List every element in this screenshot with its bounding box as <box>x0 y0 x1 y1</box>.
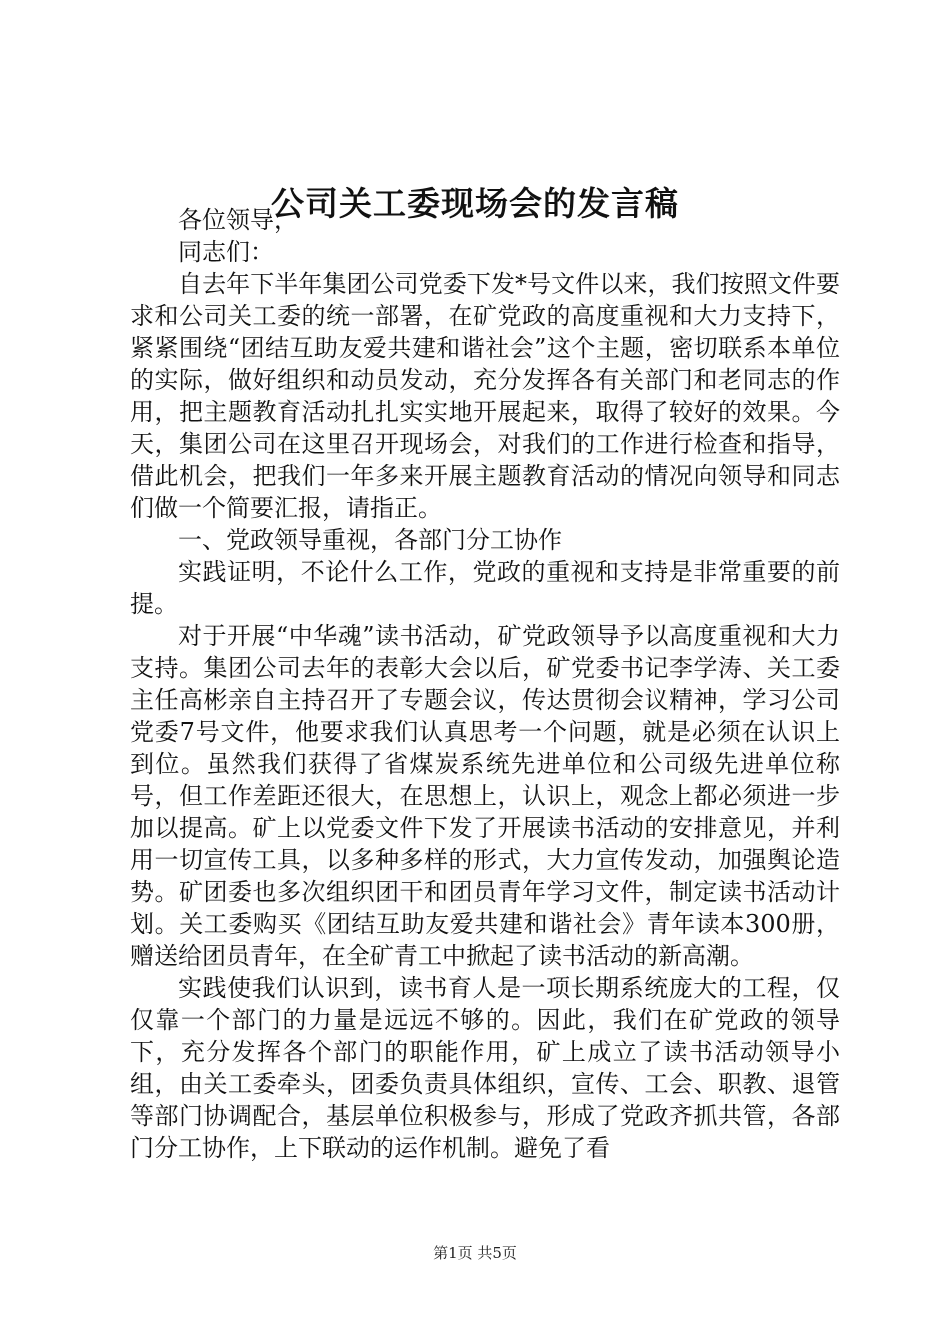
body-paragraph: 实践使我们认识到，读书育人是一项长期系统庞大的工程，仅仅靠一个部门的力量是远远不够的。因此，我们在矿党政的领导下，充分发挥各个部门的职能作用，矿上成立了读书活动领导小组，由关工委牵头，团委负责具体组织，宣传、工会、职教、退管等部门协调配合，基层单位积极参与，形成了党政齐抓共管，各部门分工协作，上下联动的运作机制。避免了看 <box>130 974 840 1162</box>
body-paragraph: 对于开展“中华魂”读书活动，矿党政领导予以高度重视和大力支持。集团公司去年的表彰大会以后，矿党委书记李学涛、关工委主任高彬亲自主持召开了专题会议，传达贯彻会议精神，学习公司党委7号文件，他要求我们认真思考一个问题，就是必须在认识上到位。虽然我们获得了省煤炭系统先进单位和公司级先进单位称号，但工作差距还很大，在思想上，认识上，观念上都必须进一步加以提高。矿上以党委文件下发了开展读书活动的安排意见，并利用一切宣传工具，以多种多样的形式，大力宣传发动，加强舆论造势。矿团委也多次组织团干和团员青年学习文件，制定读书活动计划。关工委购买《团结互助友爱共建和谐社会》青年读本300册，赠送给团员青年，在全矿青工中掀起了读书活动的新高潮。 <box>130 622 840 970</box>
document-body <box>130 204 840 1164</box>
salutation-comrades: 同志们： <box>178 238 274 266</box>
intro-paragraph: 自去年下半年集团公司党委下发*号文件以来，我们按照文件要求和公司关工委的统一部署，在矿党政的高度重视和大力支持下，紧紧围绕“团结互助友爱共建和谐社会”这个主题，密切联系本单位的实际，做好组织和动员发动，充分发挥各有关部门和老同志的作用，把主题教育活动扎扎实实地开展起来，取得了较好的效果。今天，集团公司在这里召开现场会，对我们的工作进行检查和指导，借此机会，把我们一年多来开展主题教育活动的情况向领导和同志们做一个简要汇报，请指正。 <box>130 270 840 522</box>
section-heading: 一、党政领导重视，各部门分工协作 <box>178 526 562 554</box>
page-footer: 第1页 共5页 <box>433 1244 517 1262</box>
body-paragraph: 实践证明，不论什么工作，党政的重视和支持是非常重要的前提。 <box>130 558 840 618</box>
salutation-leaders: 各位领导， <box>178 206 298 234</box>
document-title: 公司关工委现场会的发言稿 <box>271 184 679 223</box>
